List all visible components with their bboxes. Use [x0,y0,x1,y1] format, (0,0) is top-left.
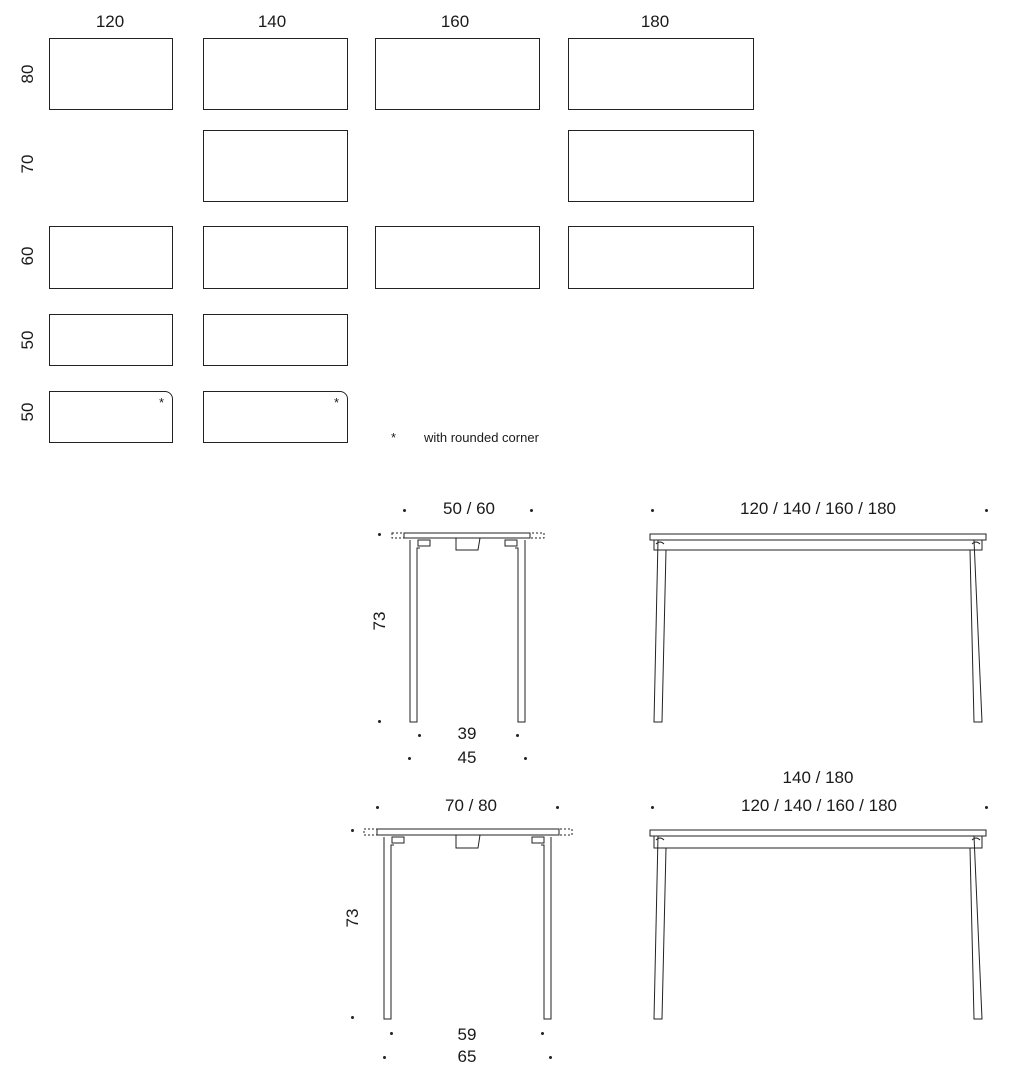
dim-dot [403,509,406,512]
dim-dot [378,533,381,536]
dim-dot [651,509,654,512]
upper-side-height-label: 73 [370,611,389,631]
upper-side-view [392,533,544,722]
dim-dot [556,806,559,809]
rounded-corner-marker: * [158,395,164,410]
upper-front-view [650,534,986,722]
lower-side-width-label: 70 / 80 [445,796,497,815]
lower-side-height-label: 73 [343,908,362,928]
column-label-160: 160 [440,12,470,31]
dim-dot [376,806,379,809]
dim-dot [390,1032,393,1035]
dim-dot [651,806,654,809]
upper-side-width-label: 50 / 60 [443,499,495,518]
dim-dot [530,509,533,512]
dim-dot [985,806,988,809]
lower-side-inner-foot-label: 59 [457,1025,477,1044]
upper-side-inner-foot-label: 39 [457,724,477,743]
dim-dot [985,509,988,512]
dim-dot [541,1032,544,1035]
dim-dot [418,734,421,737]
dim-dot [378,720,381,723]
note-marker: * [391,430,397,445]
dim-dot [383,1056,386,1059]
upper-side-outer-foot-label: 45 [457,748,477,767]
lower-front-view [650,830,986,1019]
column-label-180: 180 [640,12,670,31]
dim-dot [408,757,411,760]
lower-side-view [364,829,572,1019]
dim-dot [351,1016,354,1019]
row-label-50-rounded: 50 [18,402,37,422]
dim-dot [516,734,519,737]
dim-dot [351,829,354,832]
lower-front-top-label: 140 / 180 [782,768,854,787]
rounded-corner-marker: * [333,395,339,410]
row-label-80: 80 [18,64,37,84]
column-label-120: 120 [95,12,125,31]
row-label-50: 50 [18,330,37,350]
upper-front-length-label: 120 / 140 / 160 / 180 [740,499,896,518]
dim-dot [524,757,527,760]
dim-dot [549,1056,552,1059]
row-label-60: 60 [18,246,37,266]
note-text: with rounded corner [424,430,539,445]
row-label-70: 70 [18,154,37,174]
lower-front-length-label: 120 / 140 / 160 / 180 [741,796,897,815]
lower-side-outer-foot-label: 65 [457,1047,477,1066]
column-label-140: 140 [257,12,287,31]
